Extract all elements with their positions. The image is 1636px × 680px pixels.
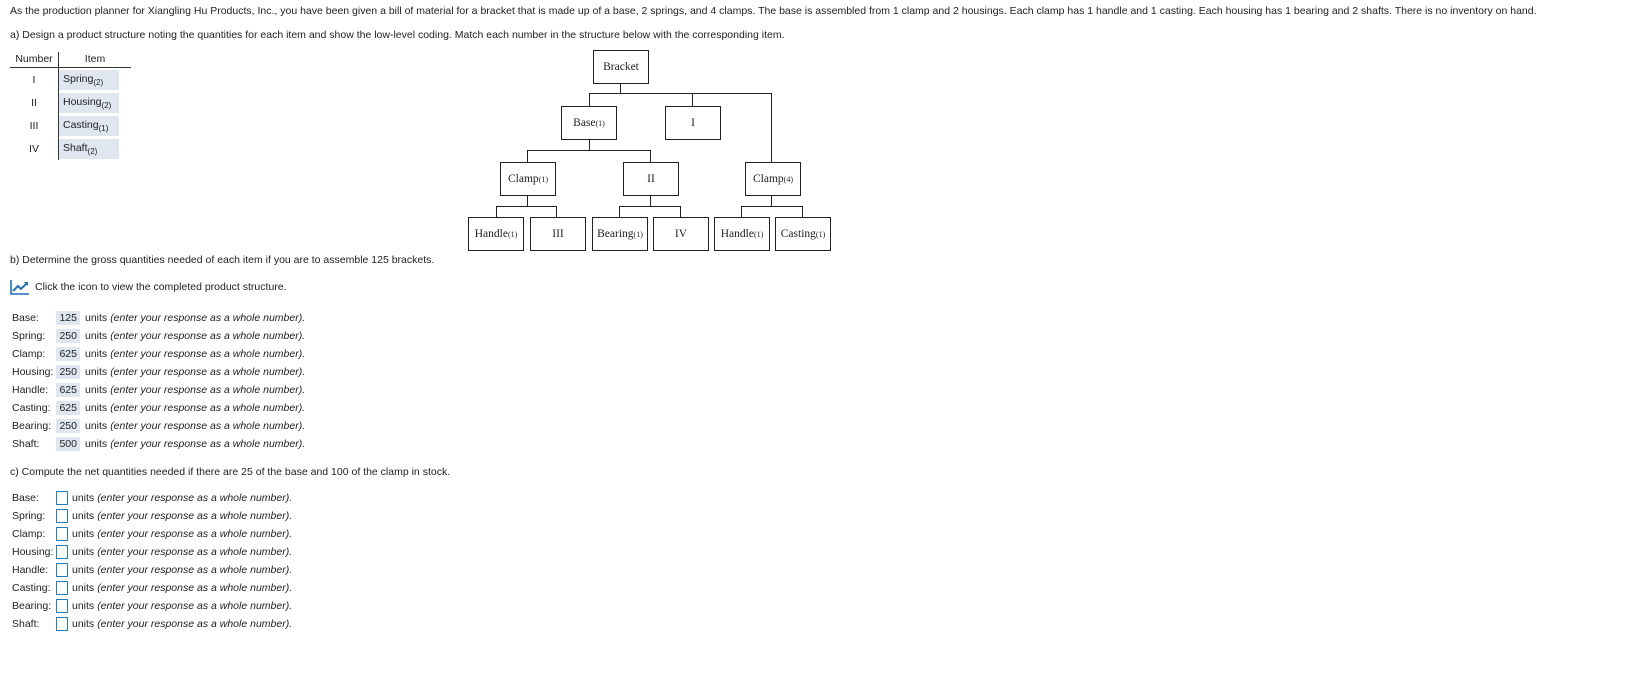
gross-row-bearing <box>12 418 305 434</box>
row-label: Bearing: <box>12 420 52 432</box>
connector-line <box>771 195 772 206</box>
net-handle-input[interactable] <box>56 563 68 577</box>
node-qty: (1) <box>753 229 764 239</box>
question-a: a) Design a product structure noting the quantities for each item and show the low-level coding. Match each number in the structure below with the corresponding item. <box>10 29 785 41</box>
connector-line <box>771 93 772 162</box>
connector-line <box>556 206 557 217</box>
net-spring-input[interactable] <box>56 509 68 523</box>
connector-line <box>496 206 497 217</box>
net-row-handle <box>12 562 292 578</box>
connector-line <box>741 206 803 207</box>
hint-text: (enter your response as a whole number). <box>110 348 306 360</box>
net-row-casting <box>12 580 292 596</box>
view-structure-text: Click the icon to view the completed product structure. <box>35 281 287 293</box>
hint-text: (enter your response as a whole number). <box>97 618 293 630</box>
net-clamp-input[interactable] <box>56 527 68 541</box>
node-casting-right <box>775 217 831 251</box>
item-name: Spring <box>63 72 94 85</box>
connector-line <box>650 195 651 206</box>
node-clamp-right <box>745 162 801 196</box>
row-number: IV <box>10 137 59 160</box>
gross-row-clamp <box>12 346 305 362</box>
node-label: II <box>647 173 655 185</box>
units-label: units <box>72 618 95 630</box>
connector-line <box>619 206 620 217</box>
node-qty: (1) <box>595 118 605 128</box>
connector-line <box>741 206 742 217</box>
units-label: units <box>85 438 108 450</box>
gross-row-housing <box>12 364 305 380</box>
row-label: Spring: <box>12 330 46 342</box>
units-label: units <box>72 582 95 594</box>
node-label: IV <box>674 228 688 240</box>
column-header-item: Item <box>59 52 132 68</box>
units-label: units <box>85 312 108 324</box>
gross-row-shaft <box>12 436 305 452</box>
connector-line <box>589 139 590 150</box>
node-label: Casting <box>780 228 816 240</box>
row-label: Shaft: <box>12 618 40 630</box>
answer-value: 125 <box>56 311 80 325</box>
row-label: Base: <box>12 312 39 324</box>
view-structure-row <box>10 279 287 295</box>
net-shaft-input[interactable] <box>56 617 68 631</box>
row-label: Casting: <box>12 402 51 414</box>
node-iii <box>530 217 586 251</box>
units-label: units <box>72 600 95 612</box>
hint-text: (enter your response as a whole number). <box>97 528 293 540</box>
units-label: units <box>72 492 95 504</box>
node-label: Bearing <box>597 228 634 240</box>
node-qty: (1) <box>507 229 518 239</box>
row-label: Base: <box>12 492 39 504</box>
units-label: units <box>85 420 108 432</box>
node-label: Clamp <box>508 173 539 185</box>
question-b: b) Determine the gross quantities needed of each item if you are to assemble 125 brackets. <box>10 254 435 266</box>
question-c: c) Compute the net quantities needed if there are 25 of the base and 100 of the clamp in stock. <box>10 466 451 478</box>
node-qty: (1) <box>815 229 826 239</box>
hint-text: (enter your response as a whole number). <box>97 492 293 504</box>
answer-value: 625 <box>56 383 80 397</box>
row-label: Housing: <box>12 366 54 378</box>
item-name: Housing <box>63 95 102 108</box>
node-i <box>665 106 721 140</box>
item-qty: (2) <box>101 100 112 110</box>
hint-text: (enter your response as a whole number). <box>110 312 306 324</box>
item-qty: (2) <box>93 77 104 87</box>
units-label: units <box>72 528 95 540</box>
net-row-housing <box>12 544 292 560</box>
hint-text: (enter your response as a whole number). <box>110 384 306 396</box>
node-label: Base <box>573 117 596 129</box>
net-housing-input[interactable] <box>56 545 68 559</box>
item-qty: (2) <box>87 146 98 156</box>
node-qty: (1) <box>538 174 548 184</box>
net-casting-input[interactable] <box>56 581 68 595</box>
units-label: units <box>85 384 108 396</box>
net-row-shaft <box>12 616 292 632</box>
answer-value: 250 <box>56 365 80 379</box>
gross-row-handle <box>12 382 305 398</box>
answer-value: 625 <box>56 347 80 361</box>
item-name: Casting <box>63 118 99 131</box>
node-handle-right <box>714 217 770 251</box>
product-structure-tree <box>0 0 900 260</box>
node-label: Handle <box>474 228 508 240</box>
row-number: III <box>10 114 59 137</box>
row-label: Handle: <box>12 384 49 396</box>
answer-value: 625 <box>56 401 80 415</box>
connector-line <box>527 195 528 206</box>
node-label: I <box>691 117 695 129</box>
units-label: units <box>85 330 108 342</box>
gross-row-base <box>12 310 305 326</box>
connector-line <box>496 206 557 207</box>
gross-row-spring <box>12 328 305 344</box>
node-label: Bracket <box>603 61 639 73</box>
node-bearing <box>592 217 648 251</box>
problem-intro: As the production planner for Xiangling Hu Products, Inc., you have been given a bill of material for a bracket that is made up of a base, 2 springs, and 4 clamps. The base is assembled from 1 clamp and 2 housings. Each clamp has 1 handle and 1 casting. Each housing has 1 bearing and 2 shafts. There is no inventory on hand. <box>10 5 1537 17</box>
row-label: Bearing: <box>12 600 52 612</box>
answer-value: 500 <box>56 437 80 451</box>
node-handle-left <box>468 217 524 251</box>
node-qty: (1) <box>633 229 643 239</box>
connector-line <box>589 93 772 94</box>
item-name: Shaft <box>63 141 88 154</box>
row-number: I <box>10 68 59 92</box>
hint-text: (enter your response as a whole number). <box>110 366 306 378</box>
units-label: units <box>72 564 95 576</box>
hint-text: (enter your response as a whole number). <box>97 582 293 594</box>
hint-text: (enter your response as a whole number). <box>110 438 306 450</box>
units-label: units <box>72 510 95 522</box>
net-row-bearing <box>12 598 292 614</box>
connector-line <box>589 93 590 106</box>
connector-line <box>802 206 803 217</box>
row-label: Clamp: <box>12 348 46 360</box>
node-ii <box>623 162 679 196</box>
node-label: III <box>552 228 564 240</box>
row-label: Spring: <box>12 510 46 522</box>
node-label: Clamp <box>753 173 784 185</box>
node-label: Handle <box>720 228 754 240</box>
answer-value: 250 <box>56 419 80 433</box>
hint-text: (enter your response as a whole number). <box>97 564 293 576</box>
connector-line <box>527 150 528 162</box>
node-clamp-left <box>500 162 556 196</box>
units-label: units <box>85 366 108 378</box>
node-base <box>561 106 617 140</box>
row-label: Shaft: <box>12 438 40 450</box>
hint-text: (enter your response as a whole number). <box>97 600 293 612</box>
hint-text: (enter your response as a whole number). <box>110 420 306 432</box>
node-iv <box>653 217 709 251</box>
row-number: II <box>10 91 59 114</box>
node-bracket <box>593 50 649 84</box>
row-label: Housing: <box>12 546 54 558</box>
item-qty: (1) <box>98 123 109 133</box>
connector-line <box>650 150 651 162</box>
row-label: Casting: <box>12 582 51 594</box>
connector-line <box>680 206 681 217</box>
column-header-number: Number <box>10 52 59 68</box>
hint-text: (enter your response as a whole number). <box>110 402 306 414</box>
row-label: Handle: <box>12 564 49 576</box>
connector-line <box>527 150 651 151</box>
units-label: units <box>85 348 108 360</box>
net-base-input[interactable] <box>56 491 68 505</box>
net-bearing-input[interactable] <box>56 599 68 613</box>
node-qty: (4) <box>783 174 793 184</box>
hint-text: (enter your response as a whole number). <box>97 546 293 558</box>
answer-value: 250 <box>56 329 80 343</box>
net-row-spring <box>12 508 292 524</box>
units-label: units <box>72 546 95 558</box>
hint-text: (enter your response as a whole number). <box>97 510 293 522</box>
hint-text: (enter your response as a whole number). <box>110 330 306 342</box>
row-label: Clamp: <box>12 528 46 540</box>
gross-row-casting <box>12 400 305 416</box>
connector-line <box>692 93 693 106</box>
net-row-clamp <box>12 526 292 542</box>
net-row-base <box>12 490 292 506</box>
connector-line <box>619 206 681 207</box>
units-label: units <box>85 402 108 414</box>
line-chart-icon[interactable] <box>10 279 30 295</box>
